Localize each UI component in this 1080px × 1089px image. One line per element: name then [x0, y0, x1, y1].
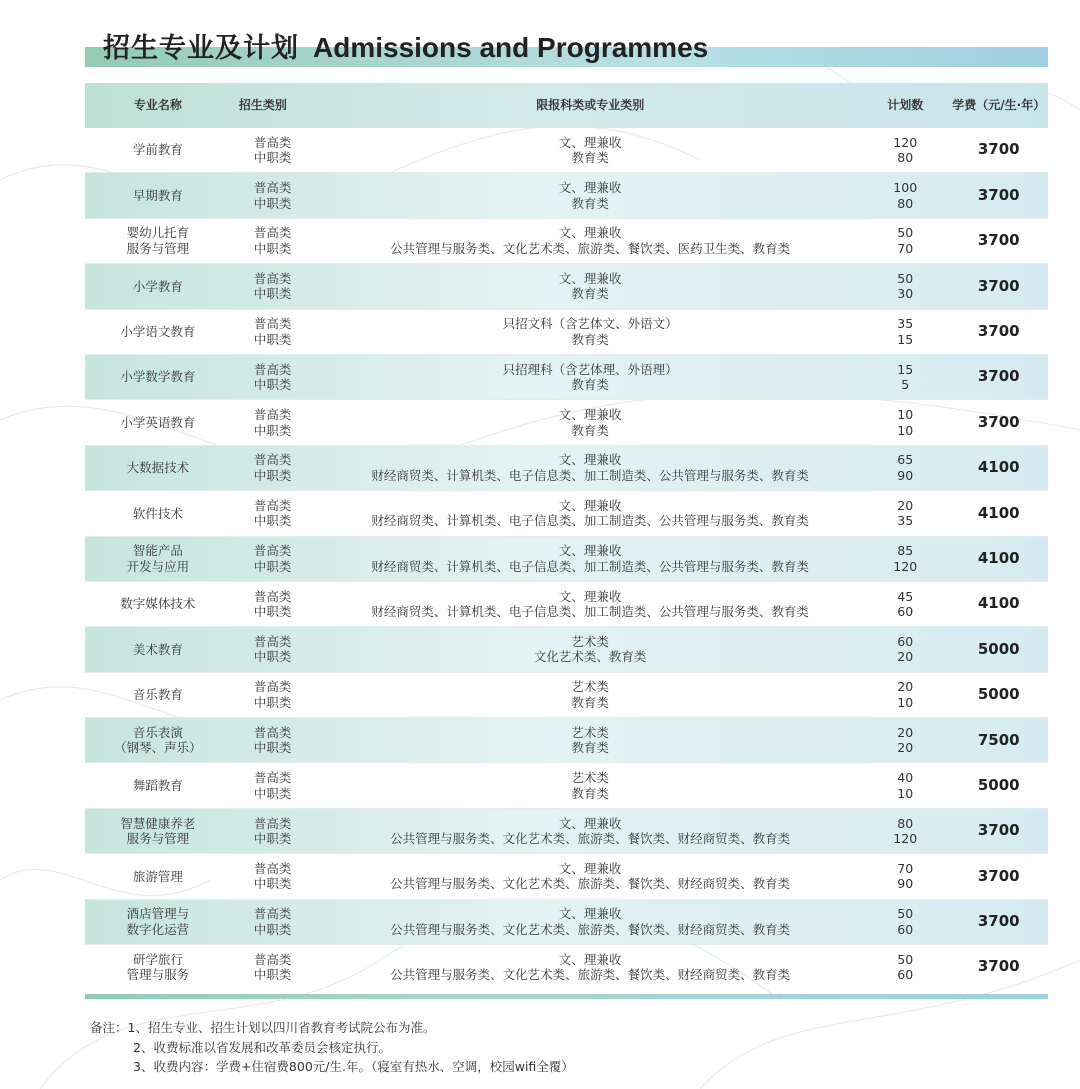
admission-category-line: 中职类 [253, 604, 292, 620]
subject-restriction-line: 教育类 [571, 150, 609, 166]
plan-count-line: 80 [897, 815, 914, 831]
admission-category-line: 中职类 [253, 694, 292, 710]
plan-count-line: 85 [897, 543, 914, 559]
subject-restriction [319, 770, 861, 801]
admission-category-line: 普高类 [253, 270, 292, 286]
header-fee: 学费（元/生·年） [952, 97, 1046, 112]
table-row [85, 172, 1048, 217]
subject-restriction-line: 教育类 [571, 286, 609, 302]
subject-restriction [319, 498, 861, 529]
plan-count-line: 10 [897, 422, 914, 438]
table-row [85, 853, 1048, 898]
subject-restriction-line: 公共管理与服务类、文化艺术类、旅游类、餐饮类、财经商贸类、教育类 [390, 967, 791, 983]
plan-count [861, 180, 950, 211]
tuition-fee: 3700 [977, 140, 1020, 159]
plan-count [861, 634, 950, 665]
subject-restriction-line: 公共管理与服务类、文化艺术类、旅游类、餐饮类、财经商贸类、教育类 [390, 921, 791, 937]
admission-category [226, 634, 320, 665]
admission-category [226, 362, 320, 393]
subject-restriction-line: 公共管理与服务类、文化艺术类、旅游类、餐饮类、财经商贸类、教育类 [390, 831, 791, 847]
major-name [85, 142, 226, 158]
admission-category-line: 中职类 [253, 649, 292, 665]
subject-restriction-line: 财经商贸类、计算机类、电子信息类、加工制造类、公共管理与服务类、教育类 [371, 513, 809, 529]
subject-restriction-line: 艺术类 [571, 724, 609, 740]
plan-count-line: 70 [897, 240, 914, 256]
subject-restriction-line: 教育类 [571, 785, 609, 801]
note-3: 3、收费内容：学费+住宿费800元/生.年。（寝室有热水、空调，校园wifi全覆） [133, 1059, 574, 1074]
subject-restriction-line: 文、理兼收 [558, 588, 622, 604]
admission-category-line: 中职类 [253, 785, 292, 801]
plan-count-line: 20 [897, 724, 914, 740]
header-major: 专业名称 [133, 97, 182, 112]
admission-category-line: 中职类 [253, 467, 292, 483]
plan-count-line: 10 [897, 407, 914, 423]
header-plan: 计划数 [887, 97, 924, 112]
tuition-fee: 5000 [977, 639, 1020, 658]
major-name [85, 543, 226, 574]
table-row [85, 309, 1048, 354]
plan-count-line: 50 [897, 951, 914, 967]
table-row [85, 536, 1048, 581]
major-name-line: 智能产品 [132, 543, 183, 559]
major-name-line: 学前教育 [132, 142, 183, 158]
admission-category-line: 普高类 [253, 180, 292, 196]
admission-category [226, 271, 320, 302]
major-name [85, 952, 226, 983]
table-row [85, 808, 1048, 853]
page-title [103, 28, 708, 68]
major-name-line: （钢琴、声乐） [114, 740, 202, 756]
tuition-fee: 4100 [977, 594, 1020, 613]
admission-category-line: 普高类 [253, 497, 292, 513]
subject-restriction-line: 公共管理与服务类、文化艺术类、旅游类、餐饮类、医药卫生类、教育类 [390, 240, 791, 256]
tuition-fee: 3700 [977, 821, 1020, 840]
major-name-line: 管理与服务 [126, 967, 190, 983]
subject-restriction-line: 文、理兼收 [558, 452, 622, 468]
plan-count-line: 50 [897, 270, 914, 286]
subject-restriction-line: 文、理兼收 [558, 180, 622, 196]
plan-count-line: 80 [897, 195, 914, 211]
subject-restriction-line: 公共管理与服务类、文化艺术类、旅游类、餐饮类、财经商贸类、教育类 [390, 876, 791, 892]
plan-count-line: 50 [897, 906, 914, 922]
table-row [85, 218, 1048, 263]
admission-category [226, 407, 320, 438]
subject-restriction [319, 407, 861, 438]
admission-category [226, 135, 320, 166]
subject-restriction-line: 文、理兼收 [558, 860, 622, 876]
note-2: 2、收费标准以省发展和改革委员会核定执行。 [133, 1039, 391, 1055]
plan-count-line: 30 [897, 286, 914, 302]
plan-count-line: 120 [893, 134, 918, 150]
subject-restriction-line: 教育类 [571, 377, 609, 393]
subject-restriction [319, 452, 861, 483]
plan-count [861, 589, 950, 620]
admission-category-line: 普高类 [253, 452, 292, 468]
subject-restriction-line: 文、理兼收 [558, 815, 622, 831]
table-row [85, 354, 1048, 399]
major-name-line: 开发与应用 [126, 558, 190, 574]
major-name-line: 早期教育 [132, 187, 183, 203]
admission-category [226, 225, 320, 256]
table-row [85, 944, 1048, 989]
tuition-fee: 3700 [977, 367, 1020, 386]
subject-restriction [319, 725, 861, 756]
admission-category-line: 中职类 [253, 921, 292, 937]
subject-restriction [319, 225, 861, 256]
plan-count [861, 543, 950, 574]
title-chinese: 招生专业及计划 [103, 33, 299, 64]
admission-category [226, 906, 320, 937]
plan-count-line: 65 [897, 452, 914, 468]
admission-category [226, 770, 320, 801]
admission-category-line: 中职类 [253, 513, 292, 529]
admission-category [226, 679, 320, 710]
plan-count [861, 135, 950, 166]
subject-restriction-line: 文、理兼收 [558, 497, 622, 513]
subject-restriction [319, 543, 861, 574]
plan-count [861, 498, 950, 529]
admission-category [226, 452, 320, 483]
table-row [85, 899, 1048, 944]
major-name [85, 225, 226, 256]
admission-category-line: 中职类 [253, 967, 292, 983]
major-name-line: 小学英语教育 [120, 414, 196, 430]
admission-category-line: 中职类 [253, 422, 292, 438]
plan-count [861, 816, 950, 847]
plan-count [861, 679, 950, 710]
admission-category [226, 589, 320, 620]
admission-category-line: 普高类 [253, 633, 292, 649]
subject-restriction-line: 只招理科（含艺体理、外语理） [502, 361, 678, 377]
admission-category [226, 861, 320, 892]
major-name [85, 869, 226, 885]
admission-category [226, 316, 320, 347]
plan-count-line: 90 [897, 876, 914, 892]
plan-count-line: 15 [897, 331, 914, 347]
major-name-line: 服务与管理 [126, 240, 190, 256]
bottom-divider-bar [85, 994, 1048, 999]
major-name-line: 小学语文教育 [120, 324, 196, 339]
admission-category-line: 中职类 [253, 558, 292, 574]
plan-count-line: 100 [893, 180, 918, 196]
title-english: Admissions and Programmes [313, 32, 709, 63]
plan-count-line: 10 [897, 694, 914, 710]
major-name-line: 美术教育 [132, 641, 183, 657]
major-name-line: 舞蹈教育 [132, 777, 183, 793]
subject-restriction-line: 财经商贸类、计算机类、电子信息类、加工制造类、公共管理与服务类、教育类 [371, 604, 809, 620]
admission-category-line: 普高类 [253, 361, 292, 377]
subject-restriction-line: 文化艺术类、教育类 [533, 649, 647, 665]
major-name [85, 596, 226, 612]
plan-count-line: 20 [897, 679, 914, 695]
admission-category [226, 725, 320, 756]
tuition-fee: 4100 [977, 458, 1020, 477]
admission-category-line: 普高类 [253, 134, 292, 150]
major-name-line: 小学数学教育 [120, 369, 196, 385]
subject-restriction-line: 教育类 [571, 331, 609, 347]
admissions-table [85, 83, 1048, 989]
major-name [85, 279, 226, 295]
major-name [85, 816, 226, 847]
admission-category-line: 普高类 [253, 951, 292, 967]
admission-category-line: 普高类 [253, 679, 292, 695]
admission-category-line: 普高类 [253, 588, 292, 604]
major-name-line: 数字媒体技术 [120, 596, 196, 612]
table-row [85, 445, 1048, 490]
admission-category-line: 中职类 [253, 240, 292, 256]
major-name [85, 687, 226, 703]
plan-count [861, 725, 950, 756]
plan-count-line: 5 [901, 377, 910, 393]
subject-restriction-line: 教育类 [571, 422, 609, 438]
plan-count-line: 20 [897, 497, 914, 513]
major-name-line: 软件技术 [132, 505, 183, 521]
major-name-line: 研学旅行 [132, 951, 183, 967]
plan-count [861, 271, 950, 302]
subject-restriction-line: 教育类 [571, 694, 609, 710]
major-name-line: 旅游管理 [132, 868, 183, 884]
major-name [85, 778, 226, 794]
table-row [85, 263, 1048, 308]
subject-restriction-line: 艺术类 [571, 679, 609, 695]
admission-category-line: 普高类 [253, 543, 292, 559]
subject-restriction [319, 816, 861, 847]
subject-restriction [319, 634, 861, 665]
table-row [85, 399, 1048, 444]
major-name [85, 725, 226, 756]
plan-count-line: 120 [893, 558, 918, 574]
table-body [85, 128, 1048, 989]
tuition-fee: 3700 [977, 866, 1020, 885]
major-name-line: 音乐教育 [132, 687, 183, 703]
plan-count-line: 20 [897, 649, 914, 665]
subject-restriction-line: 教育类 [571, 740, 609, 756]
subject-restriction [319, 362, 861, 393]
plan-count [861, 225, 950, 256]
subject-restriction [319, 679, 861, 710]
plan-count-line: 60 [897, 921, 914, 937]
subject-restriction-line: 财经商贸类、计算机类、电子信息类、加工制造类、公共管理与服务类、教育类 [371, 467, 809, 483]
tuition-fee: 5000 [977, 775, 1020, 794]
admission-category-line: 普高类 [253, 770, 292, 786]
tuition-fee: 3700 [977, 322, 1020, 340]
major-name [85, 506, 226, 522]
subject-restriction-line: 文、理兼收 [558, 225, 622, 241]
subject-restriction-line: 文、理兼收 [558, 407, 622, 423]
major-name-line: 酒店管理与 [126, 906, 190, 922]
plan-count-line: 60 [897, 604, 914, 620]
subject-restriction-line: 财经商贸类、计算机类、电子信息类、加工制造类、公共管理与服务类、教育类 [371, 558, 809, 574]
notes [90, 1018, 574, 1077]
plan-count-line: 50 [897, 225, 914, 241]
tuition-fee: 3700 [977, 276, 1020, 295]
plan-count-line: 15 [897, 361, 914, 377]
subject-restriction-line: 文、理兼收 [558, 270, 622, 286]
subject-restriction [319, 906, 861, 937]
plan-count-line: 35 [897, 513, 914, 529]
tuition-fee: 4100 [977, 548, 1020, 567]
admission-category-line: 中职类 [253, 377, 292, 393]
subject-restriction-line: 文、理兼收 [558, 951, 622, 967]
table-row [85, 581, 1048, 626]
major-name [85, 642, 226, 658]
table-row [85, 626, 1048, 671]
admission-category-line: 中职类 [253, 286, 292, 302]
subject-restriction [319, 180, 861, 211]
major-name [85, 324, 226, 340]
major-name-line: 服务与管理 [126, 831, 190, 847]
major-name [85, 369, 226, 385]
major-name-line: 智慧健康养老 [120, 815, 196, 831]
subject-restriction-line: 文、理兼收 [558, 134, 622, 150]
header-subject: 限报科类或专业类别 [536, 97, 645, 112]
admission-category-line: 普高类 [253, 407, 292, 423]
subject-restriction-line: 教育类 [571, 195, 609, 211]
plan-count-line: 35 [897, 316, 914, 332]
subject-restriction-line: 艺术类 [571, 770, 609, 786]
major-name [85, 188, 226, 204]
subject-restriction-line: 文、理兼收 [558, 543, 622, 559]
table-row [85, 128, 1048, 172]
admission-category-line: 中职类 [253, 150, 292, 166]
major-name-line: 数字化运营 [126, 921, 190, 937]
subject-restriction-line: 文、理兼收 [558, 906, 622, 922]
note-1: 备注：1、招生专业、招生计划以四川省教育考试院公布为准。 [90, 1020, 436, 1035]
subject-restriction [319, 271, 861, 302]
plan-count-line: 20 [897, 740, 914, 756]
admission-category [226, 543, 320, 574]
subject-restriction [319, 952, 861, 983]
plan-count [861, 861, 950, 892]
plan-count-line: 120 [893, 831, 918, 847]
admission-category [226, 816, 320, 847]
plan-count-line: 70 [897, 860, 914, 876]
admission-category [226, 952, 320, 983]
plan-count [861, 362, 950, 393]
tuition-fee: 5000 [977, 685, 1020, 704]
plan-count-line: 40 [897, 770, 914, 786]
plan-count-line: 60 [897, 967, 914, 983]
tuition-fee: 3700 [977, 957, 1020, 976]
admission-category-line: 中职类 [253, 831, 292, 847]
major-name [85, 906, 226, 937]
admission-category-line: 中职类 [253, 740, 292, 756]
tuition-fee: 3700 [977, 185, 1020, 204]
admission-category-line: 普高类 [253, 316, 292, 332]
table-row [85, 490, 1048, 535]
tuition-fee: 4100 [977, 503, 1020, 522]
major-name-line: 婴幼儿托育 [126, 225, 190, 241]
plan-count [861, 906, 950, 937]
admission-category-line: 普高类 [253, 860, 292, 876]
admission-category [226, 180, 320, 211]
table-row [85, 762, 1048, 807]
admission-category-line: 中职类 [253, 331, 292, 347]
major-name [85, 415, 226, 431]
subject-restriction [319, 135, 861, 166]
table-row [85, 672, 1048, 717]
plan-count [861, 407, 950, 438]
subject-restriction [319, 589, 861, 620]
tuition-fee: 7500 [977, 730, 1020, 749]
tuition-fee: 3700 [977, 231, 1020, 250]
plan-count-line: 45 [897, 588, 914, 604]
table-row [85, 717, 1048, 762]
major-name [85, 460, 226, 476]
admission-category-line: 普高类 [253, 724, 292, 740]
tuition-fee: 3700 [977, 412, 1020, 431]
plan-count-line: 10 [897, 785, 914, 801]
admission-category-line: 普高类 [253, 225, 292, 241]
plan-count-line: 80 [897, 150, 914, 166]
plan-count-line: 60 [897, 633, 914, 649]
plan-count-line: 90 [897, 467, 914, 483]
table-header [85, 83, 1048, 128]
plan-count [861, 770, 950, 801]
major-name-line: 小学教育 [132, 278, 183, 294]
major-name-line: 大数据技术 [126, 460, 190, 476]
admission-category-line: 普高类 [253, 906, 292, 922]
subject-restriction [319, 861, 861, 892]
subject-restriction-line: 只招文科（含艺体文、外语文） [502, 316, 678, 332]
plan-count [861, 952, 950, 983]
plan-count [861, 452, 950, 483]
tuition-fee: 3700 [977, 912, 1020, 931]
admission-category [226, 498, 320, 529]
admission-category-line: 中职类 [253, 876, 292, 892]
plan-count [861, 316, 950, 347]
admission-category-line: 普高类 [253, 815, 292, 831]
major-name-line: 音乐表演 [132, 724, 183, 740]
admission-category-line: 中职类 [253, 195, 292, 211]
subject-restriction-line: 艺术类 [571, 633, 609, 649]
header-category: 招生类别 [238, 97, 287, 112]
subject-restriction [319, 316, 861, 347]
